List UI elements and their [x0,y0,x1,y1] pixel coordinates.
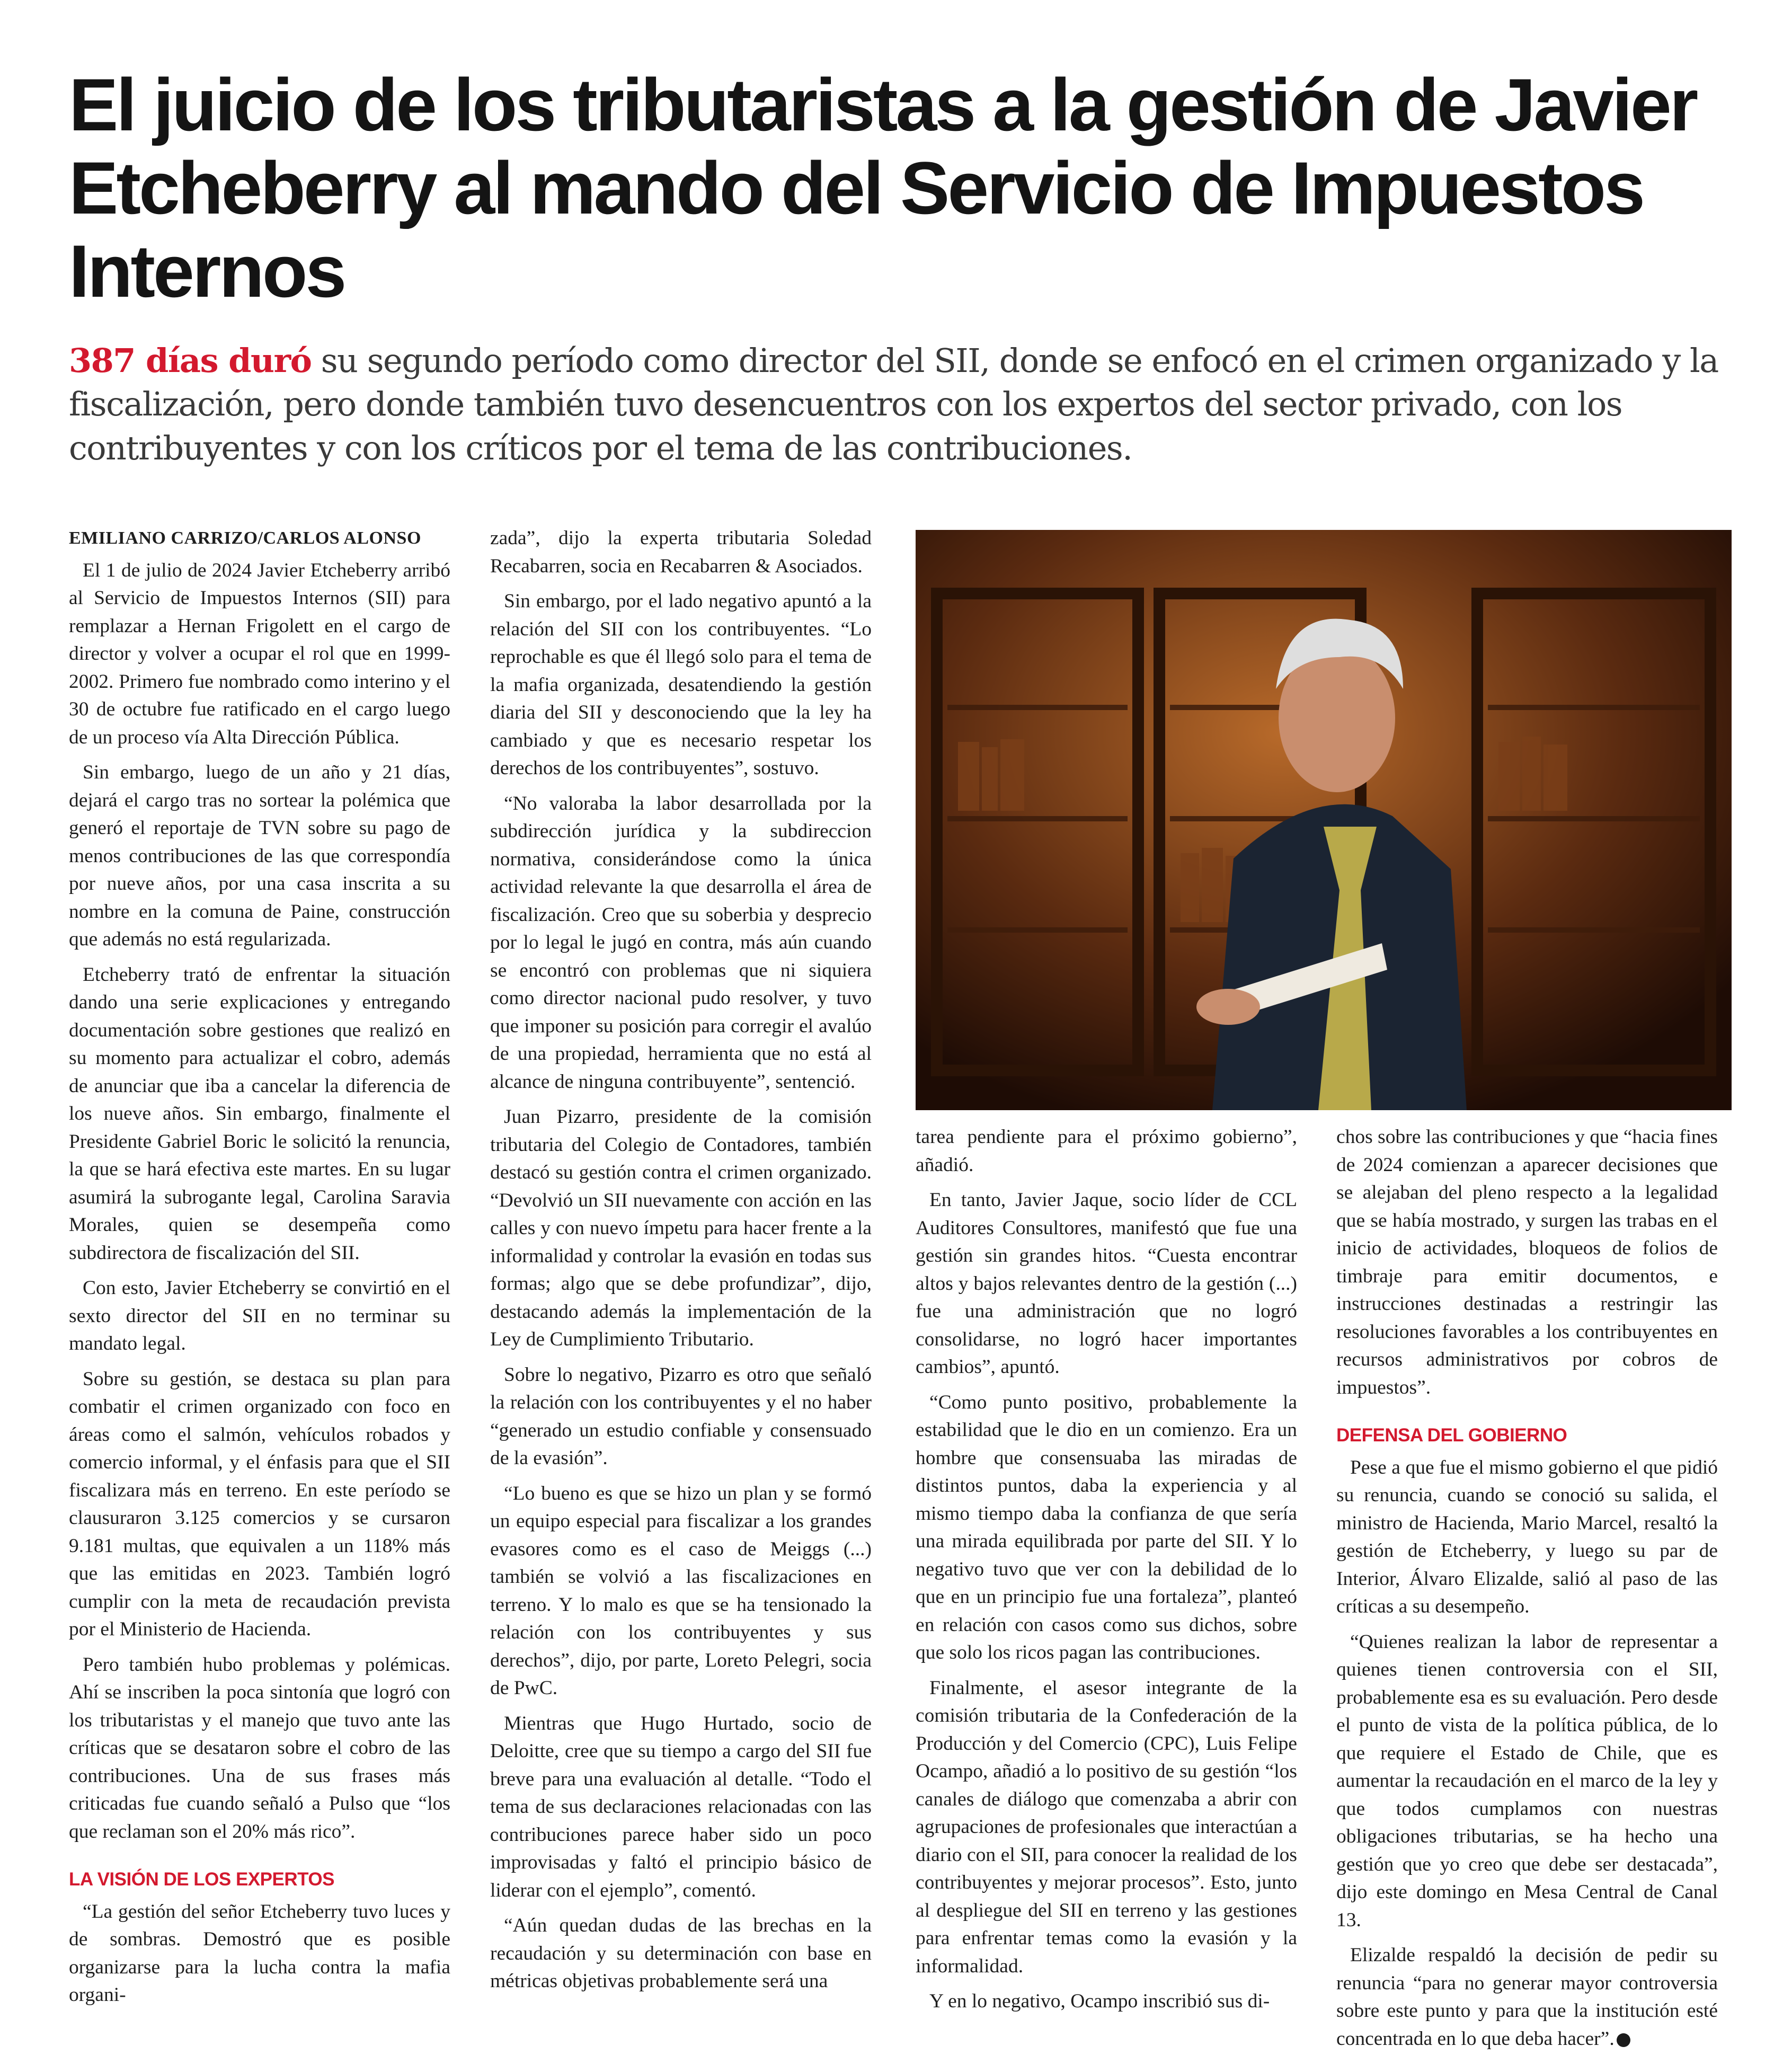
photo-illustration [916,530,1732,1110]
deck [69,339,1738,470]
paragraph: zada”, dijo la experta tributaria Soledad Recabarren, socia en Recabarren & Asociados. [490,527,872,577]
paragraph: “La gestión del señor Etcheberry tuvo luces y de sombras. Demostró que es posible organizarse para la lucha contra la mafia organi- [69,1900,450,2006]
paragraph: “Como punto positivo, probablemente la estabilidad que le dio en un comienzo. Era un hombre que consensuaba las miradas de distintos puntos, daba la experiencia y al mismo tiempo daba la confianza de que sería una mirada equilibrada por parte del SII. Y lo negativo tuvo que ver con la debilidad de lo que en un principio fue una fortaleza”, planteó en relación con casos como sus dichos, sobre que solo los ricos pagan las contribuciones. [916,1391,1297,1663]
paragraph: Sobre su gestión, se destaca su plan para combatir el crimen organizado con foco en áreas como el salmón, vehículos robados y comercio informal, y el énfasis para que el SII fiscalizara más en terreno. En este período se clausuraron 3.125 comercios y se cursaron 9.181 multas, que equivalen a un 118% más que las emitidas en 2023. También logró cumplir con la meta de recaudación prevista por el Ministerio de Hacienda. [69,1368,450,1640]
column-1 [69,525,450,2030]
subhead-gobierno: DEFENSA DEL GOBIERNO [1336,1425,1567,1446]
paragraph: Juan Pizarro, presidente de la comisión tributaria del Colegio de Contadores, también destacó su gestión contra el crimen organizado. “Devolvió un SII nuevamente con acción en las calles y con nuevo ímpetu para hacer frente a la informalidad y controlar la evasión en todas sus formas; algo que se debe profundizar”, dijo, destacando además la implementación de la Ley de Cumplimiento Tributario. [490,1106,872,1350]
column-3 [916,1123,1297,2030]
deck-text: su segundo período como director del SII, donde se enfocó en el crimen organizado y la fiscalización, pero donde también tuvo desencuentros con los expertos del sector privado, con los contribuyentes y con los críticos por el tema de las contribuciones. [69,341,1718,467]
paragraph: En tanto, Javier Jaque, socio líder de CCL Auditores Consultores, manifestó que fue una gestión sin grandes hitos. “Cuesta encontrar altos y bajos relevantes dentro de la gestión (...) fue una administración que no logró consolidarse, no logró hacer importantes cambios”, apuntó. [916,1189,1297,1378]
paragraph: Finalmente, el asesor integrante de la comisión tributaria de la Confederación de la Producción y del Comercio (CPC), Luis Felipe Ocampo, añadió a lo positivo de su gestión “los canales de diálogo que comenzaba a abrir con agrupaciones de profesionales que interactúan a diario con el SII, para conocer la realidad de los contribuyentes y mejorar procesos”. Esto, junto al despliegue del SII en terreno y las gestiones para enfrentar temas como la evasión y la informalidad. [916,1677,1297,1977]
subhead-expertos: LA VISIÓN DE LOS EXPERTOS [69,1869,334,1890]
paragraph: chos sobre las contribuciones y que “hacia fines de 2024 comienzan a aparecer decisiones que se alejaban del pleno respecto a la legalidad que se había mostrado, y surgen las trabas en el inicio de actividades, bloqueos de folios de timbraje para emitir documentos, e instrucciones destinadas a restringir las resoluciones favorables a los contribuyentes en recursos administrativos por cobros de impuestos”. [1336,1126,1718,1398]
column-4 [1336,1123,1718,2050]
paragraph: El 1 de julio de 2024 Javier Etcheberry arribó al Servicio de Impuestos Internos (SII) para remplazar a Hernan Frigolett en el cargo de director y volver a ocupar el rol que en 1999- 2002. Primero fue nombrado como interino y el 30 de octubre fue ratificado en el cargo luego de un proceso vía Alta Dirección Pública. [69,559,450,748]
paragraph: Sin embargo, luego de un año y 21 días, dejará el cargo tras no sortear la polémica que generó el reportaje de TVN sobre su pago de menos contribuciones de las que correspondía por nueve años, por una casa inscrita a su nombre en la comuna de Paine, construcción que además no está regularizada. [69,761,450,950]
paragraph: “No valoraba la labor desarrollada por la subdirección jurídica y la subdireccion normativa, considerándose como la única actividad relevante la que desarrolla el área de fiscalización. Creo que su soberbia y desprecio por lo legal le jugó en contra, más aún cuando se encontró con problemas que ni siquiera como director nacional pudo resolver, y tuvo que imponer su posición para corregir el avalúo de una propiedad, herramienta que no está al alcance de ninguna contribuyente”, sentenció. [490,792,872,1093]
headline: El juicio de los tributaristas a la gestión de Javier Etcheberry al mando del Servicio de Impuestos Internos [69,63,1697,313]
paragraph: “Aún quedan dudas de las brechas en la recaudación y su determinación con base en métricas objetivas probablemente será una [490,1915,872,1992]
paragraph [1336,1942,1718,2053]
paragraph: Con esto, Javier Etcheberry se convirtió en el sexto director del SII en no terminar su mandato legal. [69,1277,450,1354]
deck-lead: 387 días duró [69,341,312,380]
paragraph: Pese a que fue el mismo gobierno el que pidió su renuncia, cuando se conoció su salida, el ministro de Hacienda, Mario Marcel, resaltó la gestión de Etcheberry, y luego su par de Interior, Álvaro Elizalde, salió al paso de las críticas a su desempeño. [1336,1456,1718,1617]
paragraph-text: Elizalde respaldó la decisión de pedir su renuncia “para no generar mayor controversia sobre este punto y para que la institución esté concentrada en lo que deba hacer”. [1336,1944,1718,2050]
paragraph: Sin embargo, por el lado negativo apuntó a la relación del SII con los contribuyentes. “Lo reprochable es que él llegó solo para el tema de la mafia organizada, desatendiendo la gestión diaria del SII y desconociendo que la ley ha cambiado y que es necesario respetar los derechos de los contribuyentes”, sostuvo. [490,590,872,779]
paragraph: Etcheberry trató de enfrentar la situación dando una serie explicaciones y entregando documentación sobre gestiones que realizó en su momento para actualizar el cobro, además de anunciar que iba a cancelar la diferencia de los nueve años. Sin embargo, finalmente el Presidente Gabriel Boric le solicitó la renuncia, la que se hará efectiva este martes. En su lugar asumirá la subrogante legal, Carolina Saravia Morales, quien se desempeña como subdirectora de fiscalización del SII. [69,963,450,1264]
paragraph: Sobre lo negativo, Pizarro es otro que señaló la relación con los contribuyentes y el no haber “generado un estudio confiable y consensuado de la evasión”. [490,1363,872,1469]
end-mark-icon: P [1617,2033,1630,2047]
column-2 [490,525,872,2030]
paragraph: tarea pendiente para el próximo gobierno”, añadió. [916,1126,1297,1176]
paragraph: “Quienes realizan la labor de representar a quienes tienen controversia con el SII, probablemente esa es su evaluación. Pero desde el punto de vista de la política pública, de lo que requiere el Estado de Chile, que es aumentar la recaudación en el marco de la ley y que todos cumplamos con nuestras obligaciones tributarias, se ha hecho una gestión que yo creo que debe ser destacada”, dijo este domingo en Mesa Central de Canal 13. [1336,1631,1718,1931]
paragraph: “Lo bueno es que se hizo un plan y se formó un equipo especial para fiscalizar a los grandes evasores como es el caso de Meiggs (...) también se volvió a las fiscalizaciones en terreno. Y lo malo es que se ha tensionado la relación con los contribuyentes y sus derechos”, dijo, por parte, Loreto Pelegri, socia de PwC. [490,1482,872,1699]
paragraph: Pero también hubo problemas y polémicas. Ahí se inscriben la poca sintonía que logró con los tributaristas y el manejo que tuvo ante las críticas que se desataron sobre el cobro de las contribuciones. Una de sus frases más criticadas fue cuando señaló a Pulso que “los que reclaman son el 20% más rico”. [69,1653,450,1843]
paragraph: Y en lo negativo, Ocampo inscribió sus di- [929,1990,1270,2012]
article-photo [916,530,1732,1110]
byline: EMILIANO CARRIZO/CARLOS ALONSO [69,528,421,548]
paragraph: Mientras que Hugo Hurtado, socio de Deloitte, cree que su tiempo a cargo del SII fue breve para una evaluación al detalle. “Todo el tema de sus declaraciones relacionadas con las contribuciones parece haber sido un poco improvisadas y faltó el principio básico de liderar con el ejemplo”, comentó. [490,1712,872,1901]
